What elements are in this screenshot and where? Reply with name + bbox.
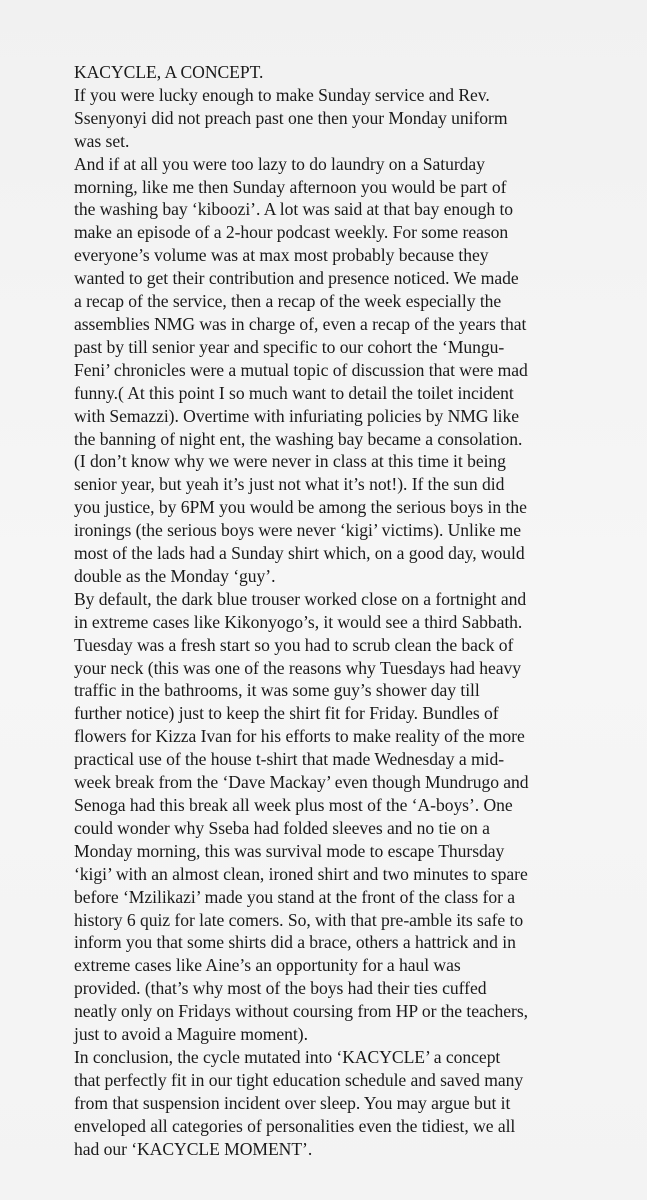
paragraph bbox=[74, 84, 634, 153]
text-line: had our ‘KACYCLE MOMENT’. bbox=[74, 1138, 313, 1159]
text-line: history 6 quiz for late comers. So, with that pre-amble its safe to bbox=[74, 909, 524, 930]
text-line: Monday morning, this was survival mode to escape Thursday bbox=[74, 840, 505, 861]
text-line: flowers for Kizza Ivan for his efforts to make reality of the more bbox=[74, 726, 525, 747]
text-line: ironings (the serious boys were never ‘kigi’ victims). Unlike me bbox=[74, 520, 521, 541]
text-line: traffic in the bathrooms, it was some guy’s shower day till bbox=[74, 680, 480, 701]
paragraph bbox=[74, 153, 634, 588]
text-line: enveloped all categories of personalities even the tidiest, we all bbox=[74, 1115, 516, 1136]
text-line: ‘kigi’ with an almost clean, ironed shirt and two minutes to spare bbox=[74, 863, 528, 884]
text-line: funny.( At this point I so much want to detail the toilet incident bbox=[74, 382, 514, 403]
text-line: If you were lucky enough to make Sunday service and Rev. bbox=[74, 84, 490, 105]
text-line: inform you that some shirts did a brace, others a hattrick and in bbox=[74, 932, 516, 953]
text-line: just to avoid a Maguire moment). bbox=[74, 1024, 308, 1045]
text-line: you justice, by 6PM you would be among the serious boys in the bbox=[74, 497, 527, 518]
text-line: your neck (this was one of the reasons why Tuesdays had heavy bbox=[74, 657, 521, 678]
text-line: further notice) just to keep the shirt fit for Friday. Bundles of bbox=[74, 703, 499, 724]
paragraph bbox=[74, 1046, 634, 1161]
text-line: Tuesday was a fresh start so you had to scrub clean the back of bbox=[74, 634, 514, 655]
text-line: senior year, but yeah it’s just not what it’s not!). If the sun did bbox=[74, 474, 505, 495]
text-line: make an episode of a 2-hour podcast weekly. For some reason bbox=[74, 222, 509, 243]
text-line: provided. (that’s why most of the boys had their ties cuffed bbox=[74, 978, 487, 999]
text-line: from that suspension incident over sleep. You may argue but it bbox=[74, 1092, 511, 1113]
text-line: neatly only on Fridays without coursing from HP or the teachers, bbox=[74, 1001, 528, 1022]
text-line: extreme cases like Aine’s an opportunity for a haul was bbox=[74, 955, 461, 976]
text-line: week break from the ‘Dave Mackay’ even though Mundrugo and bbox=[74, 772, 529, 793]
text-line: with Semazzi). Overtime with infuriating policies by NMG like bbox=[74, 405, 520, 426]
text-line: (I don’t know why we were never in class at this time it being bbox=[74, 451, 506, 472]
text-line: a recap of the service, then a recap of the week especially the bbox=[74, 291, 502, 312]
text-line: Senoga had this break all week plus most of the ‘A-boys’. One bbox=[74, 795, 513, 815]
text-line: Feni’ chronicles were a mutual topic of discussion that were mad bbox=[74, 359, 528, 380]
text-line: past by till senior year and specific to our cohort the ‘Mungu- bbox=[74, 336, 505, 357]
paragraphs-container bbox=[74, 84, 634, 1161]
text-line: the banning of night ent, the washing bay became a consolation. bbox=[74, 428, 523, 449]
text-line: the washing bay ‘kiboozi’. A lot was said at that bay enough to bbox=[74, 199, 514, 220]
text-line: could wonder why Sseba had folded sleeves and no tie on a bbox=[74, 817, 490, 838]
text-line: double as the Monday ‘guy’. bbox=[74, 565, 276, 586]
text-line: assemblies NMG was in charge of, even a recap of the years that bbox=[74, 313, 527, 334]
text-line: In conclusion, the cycle mutated into ‘KACYCLE’ a concept bbox=[74, 1046, 501, 1067]
text-line: that perfectly fit in our tight education schedule and saved many bbox=[74, 1069, 524, 1090]
text-line: morning, like me then Sunday afternoon you would be part of bbox=[74, 176, 507, 197]
text-line: in extreme cases like Kikonyogo’s, it would see a third Sabbath. bbox=[74, 611, 523, 632]
text-line: practical use of the house t-shirt that made Wednesday a mid- bbox=[74, 749, 505, 770]
document-title: KACYCLE, A CONCEPT. bbox=[74, 62, 264, 82]
document-body bbox=[74, 61, 634, 1161]
text-line: By default, the dark blue trouser worked close on a fortnight and bbox=[74, 588, 527, 609]
text-line: before ‘Mzilikazi’ made you stand at the front of the class for a bbox=[74, 886, 515, 907]
text-line: And if at all you were too lazy to do laundry on a Saturday bbox=[74, 153, 485, 174]
text-line: Ssenyonyi did not preach past one then your Monday uniform bbox=[74, 107, 508, 128]
text-line: most of the lads had a Sunday shirt which, on a good day, would bbox=[74, 543, 525, 564]
paragraph bbox=[74, 588, 634, 1046]
text-line: wanted to get their contribution and presence noticed. We made bbox=[74, 268, 519, 289]
text-line: everyone’s volume was at max most probably because they bbox=[74, 245, 489, 266]
text-line: was set. bbox=[74, 130, 130, 151]
